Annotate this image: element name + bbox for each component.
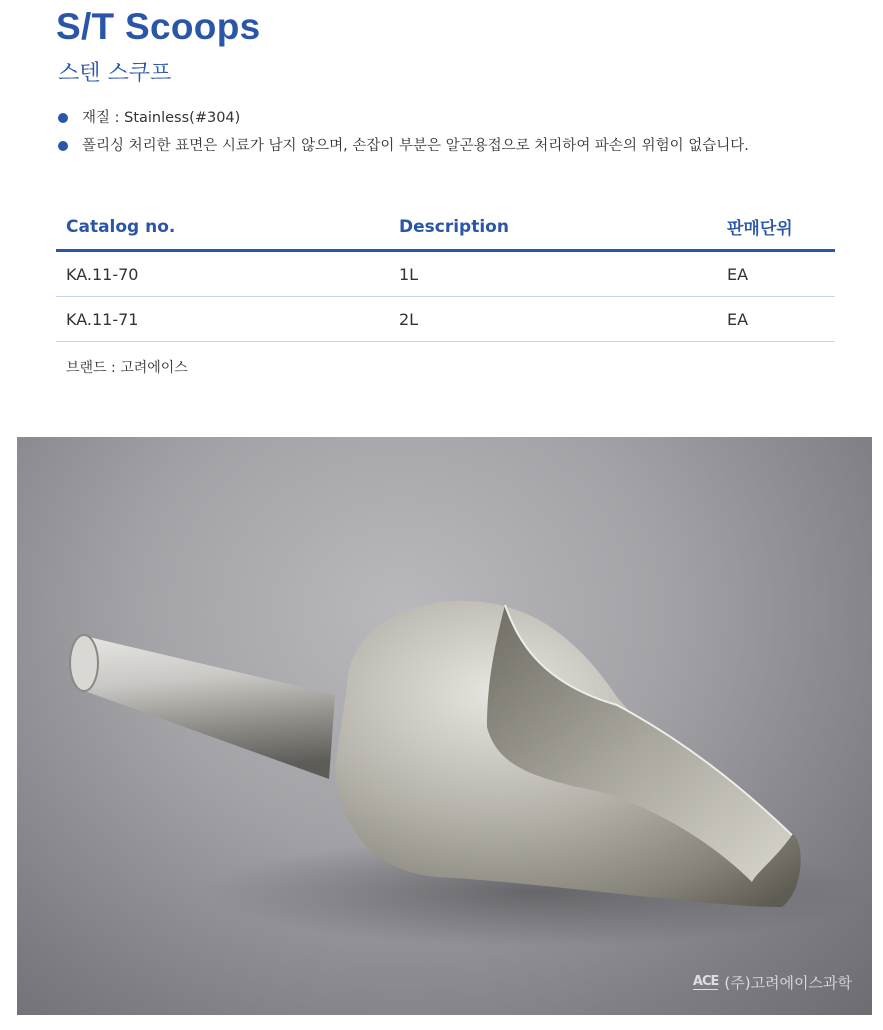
catalog-cell: KA.11-70 [56, 251, 389, 297]
feature-list [56, 108, 749, 164]
description-cell: 2L [389, 297, 717, 342]
unit-cell: EA [717, 251, 835, 297]
description-cell: 1L [389, 251, 717, 297]
column-header-catalog: Catalog no. [56, 204, 389, 251]
page-subtitle: 스텐 스쿠프 [58, 61, 172, 86]
brand-label: 브랜드 : 고려에이스 [66, 360, 188, 376]
spec-table [56, 204, 835, 342]
scoop-illustration [17, 437, 872, 1015]
column-header-unit: 판매단위 [717, 204, 835, 251]
table-row [56, 297, 835, 342]
table-header-row [56, 204, 835, 251]
catalog-cell: KA.11-71 [56, 297, 389, 342]
table-row [56, 251, 835, 297]
watermark-text: (주)고려에이스과학 [724, 974, 852, 992]
bullet-dot-icon [58, 141, 68, 151]
feature-text: 폴리싱 처리한 표면은 시료가 남지 않으며, 손잡이 부분은 알곤용접으로 처리하여 파손의 위험이 없습니다. [82, 138, 749, 154]
product-photo [17, 437, 872, 1015]
feature-item-material [56, 108, 749, 136]
bullet-dot-icon [58, 113, 68, 123]
page-title: S/T Scoops [56, 6, 261, 47]
ace-logo-icon: ACE [692, 974, 719, 989]
watermark [693, 972, 852, 993]
unit-cell: EA [717, 297, 835, 342]
column-header-description: Description [389, 204, 717, 251]
feature-text: 재질 : Stainless(#304) [82, 110, 241, 126]
feature-item-finish [56, 136, 749, 164]
